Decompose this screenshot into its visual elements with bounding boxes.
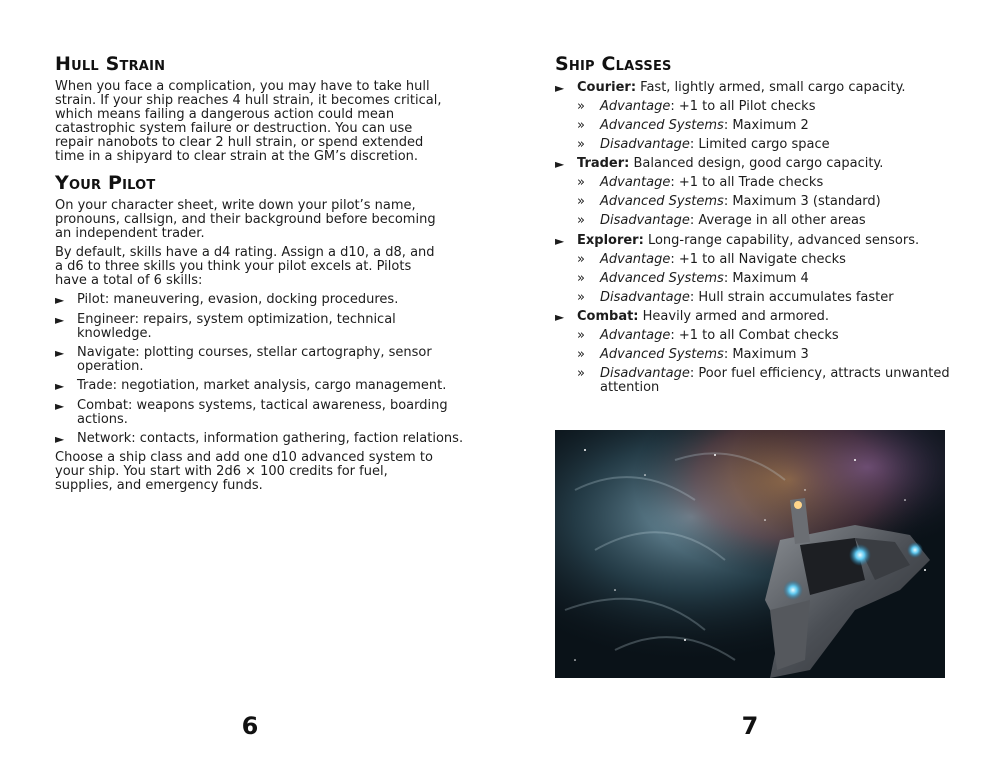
class-attribute: » Advantage: +1 to all Trade checks [577, 175, 824, 190]
left-page [55, 0, 464, 773]
skill-item: ► Navigate: plotting courses, stellar cartography, sensor operation. [55, 345, 432, 374]
bullet-arrow-icon: ► [55, 313, 65, 327]
class-attribute: » Advantage: +1 to all Pilot checks [577, 99, 816, 114]
ship-class-courier: ► Courier: Fast, lightly armed, small cargo capacity. [555, 80, 906, 95]
bullet-arrow-icon: ► [55, 379, 65, 393]
class-attribute: » Advanced Systems: Maximum 4 [577, 271, 809, 286]
ship-class-combat: ► Combat: Heavily armed and armored. [555, 309, 829, 324]
sub-bullet-icon: » [577, 213, 585, 228]
class-attribute: » Disadvantage: Average in all other areas [577, 213, 866, 228]
skill-item: ► Pilot: maneuvering, evasion, docking procedures. [55, 292, 399, 307]
bullet-arrow-icon: ► [55, 432, 65, 446]
sub-bullet-icon: » [577, 252, 585, 267]
spaceship-nebula-image [555, 430, 945, 678]
class-attribute: » Disadvantage: Limited cargo space [577, 137, 830, 152]
ship-class-trader: ► Trader: Balanced design, good cargo capacity. [555, 156, 884, 171]
hull-strain-heading: Hull Strain [55, 53, 166, 75]
ship-classes-heading: Ship Classes [555, 53, 672, 75]
skill-item: ► Engineer: repairs, system optimization, technical knowledge. [55, 312, 396, 341]
class-attribute: » Advantage: +1 to all Combat checks [577, 328, 839, 343]
class-attribute: » Advantage: +1 to all Navigate checks [577, 252, 846, 267]
sub-bullet-icon: » [577, 347, 585, 362]
closing-text: Choose a ship class and add one d10 advanced system to your ship. You start with 2d6 × 100 credits for fuel, supplies, and emergency funds. [55, 450, 433, 493]
your-pilot-heading: Your Pilot [55, 172, 156, 194]
ship-class-explorer: ► Explorer: Long-range capability, advanced sensors. [555, 233, 920, 248]
spaceship-illustration [555, 430, 945, 678]
class-attribute: » Disadvantage: Poor fuel efficiency, attracts unwanted attention [577, 366, 950, 395]
bullet-arrow-icon: ► [55, 293, 65, 307]
skill-item: ► Network: contacts, information gathering, faction relations. [55, 431, 464, 446]
class-attribute: » Advanced Systems: Maximum 3 (standard) [577, 194, 881, 209]
class-attribute: » Advanced Systems: Maximum 2 [577, 118, 809, 133]
sub-bullet-icon: » [577, 137, 585, 152]
skill-item: ► Combat: weapons systems, tactical awareness, boarding actions. [55, 398, 448, 427]
bullet-arrow-icon: ► [55, 399, 65, 413]
bullet-arrow-icon: ► [555, 81, 565, 95]
skill-item: ► Trade: negotiation, market analysis, cargo management. [55, 378, 447, 393]
pilot-skills-text: By default, skills have a d4 rating. Assign a d10, a d8, and a d6 to three skills you think your pilot excels at. Pilots have a total of 6 skills: [55, 245, 435, 288]
bullet-arrow-icon: ► [555, 157, 565, 171]
sub-bullet-icon: » [577, 194, 585, 209]
hull-strain-text: When you face a complication, you may have to take hull strain. If your ship reaches 4 hull strain, it becomes critical, which means failing a dangerous action could mean catastrophic system failure or destruction. You can use repair nanobots to clear 2 hull strain, or spend extended time in a shipyard to clear strain at the GM’s discretion. [55, 79, 442, 164]
bullet-arrow-icon: ► [55, 346, 65, 360]
page-number-right: 7 [741, 712, 759, 740]
page-number-left: 6 [241, 712, 259, 740]
sub-bullet-icon: » [577, 366, 585, 381]
sub-bullet-icon: » [577, 99, 585, 114]
sub-bullet-icon: » [577, 290, 585, 305]
bullet-arrow-icon: ► [555, 234, 565, 248]
bullet-arrow-icon: ► [555, 310, 565, 324]
sub-bullet-icon: » [577, 328, 585, 343]
sub-bullet-icon: » [577, 118, 585, 133]
sub-bullet-icon: » [577, 175, 585, 190]
class-attribute: » Advanced Systems: Maximum 3 [577, 347, 809, 362]
sub-bullet-icon: » [577, 271, 585, 286]
pilot-intro-text: On your character sheet, write down your pilot’s name, pronouns, callsign, and their background before becoming an independent trader. [55, 198, 436, 241]
class-attribute: » Disadvantage: Hull strain accumulates faster [577, 290, 894, 305]
